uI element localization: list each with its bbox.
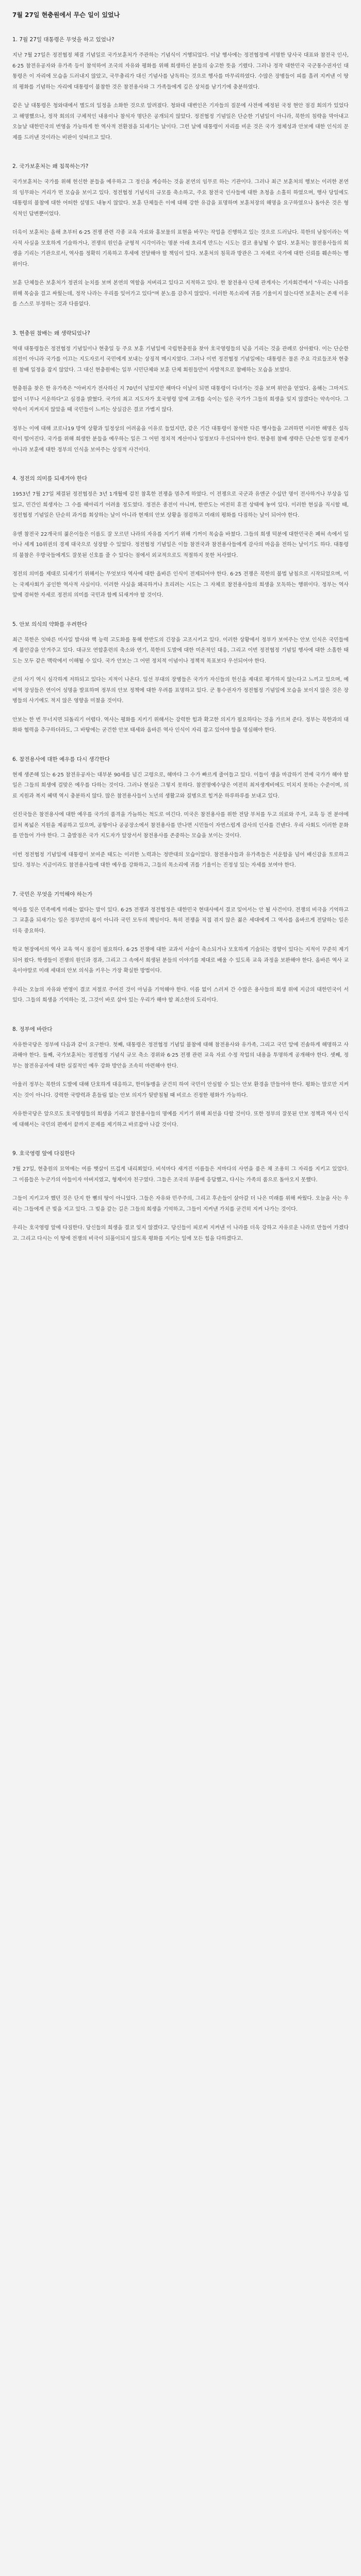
section-heading: 1. 7월 27일 대통령은 무엇을 하고 있었나? [12, 37, 114, 43]
section-heading: 7. 국민은 무엇을 기억해야 하는가 [12, 891, 93, 897]
section-spacer [12, 1014, 349, 1025]
document-section [12, 35, 349, 162]
body-paragraph: 자유한국당은 앞으로도 호국영령들의 희생을 기리고 참전용사들의 명예를 지키기 위해 최선을 다할 것이다. 또한 정부의 잘못된 안보 정책과 역사 인식에 대해서는 국민의 편에서 끝까지 문제를 제기하고 바로잡아 나갈 것이다. [12, 1111, 349, 1128]
section-heading: 6. 참전용사에 대한 예우를 다시 생각한다 [12, 756, 110, 762]
document-section [12, 329, 349, 474]
body-paragraph: 1953년 7월 27일 체결된 정전협정은 3년 1개월에 걸친 참혹한 전쟁을 멈추게 하였다. 이 전쟁으로 국군과 유엔군 수십만 명이 전사하거나 부상을 입었고, 민간인 희생자는 그 수를 헤아리기 어려울 정도였다. 정전은 종전이 아니며, 한반도는 여전히 휴전 상태에 놓여 있다. 이러한 현실을 직시할 때, 정전협정 기념일은 단순히 과거를 회상하는 날이 아니라 현재의 안보 상황을 점검하고 미래의 평화를 다짐하는 날이 되어야 한다. [12, 492, 349, 518]
body-paragraph: 지난 7월 27일은 정전협정 체결 기념일로 국가보훈처가 주관하는 기념식이 거행되었다. 이날 행사에는 정전협정에 서명한 당사국 대표와 참전국 인사, 6·25 참전유공자와 유가족 등이 참석하여 조국의 자유와 평화를 위해 희생하신 분들의 숭고한 뜻을 기렸다. 그러나 정작 대한민국 국군통수권자인 대통령은 이 자리에 모습을 드러내지 않았고, 국무총리가 대신 기념사를 낭독하는 것으로 행사를 마무리하였다. 수많은 장병들이 피를 흘려 지켜낸 이 땅의 평화를 기념하는 자리에 대통령이 불참한 것은 참전용사와 그 가족들에게 깊은 상처를 남기기에 충분하였다. [12, 53, 349, 90]
document-section [12, 1025, 349, 1149]
section-spacer [12, 1139, 349, 1149]
body-paragraph: 보훈 단체들은 보훈처가 정권의 눈치를 보며 본연의 역할을 저버리고 있다고 지적하고 있다. 한 참전용사 단체 관계자는 기자회견에서 "우리는 나라를 위해 목숨을 걸고 싸웠는데, 정작 나라는 우리를 잊어가고 있다"며 분노를 감추지 않았다. 이러한 목소리에 귀를 기울이지 않는다면 보훈처는 존재 이유를 스스로 부정하는 것과 다름없다. [12, 280, 349, 307]
document-section [12, 620, 349, 755]
body-paragraph: 현충원을 찾은 한 유가족은 "아버지가 전사하신 지 70년이 넘었지만 해마다 이날이 되면 대통령이 다녀가는 것을 보며 위안을 얻었다. 올해는 그마저도 없어 너무나 서운하다"고 심경을 밝혔다. 국가의 최고 지도자가 호국영령 앞에 고개를 숙이는 일은 국가가 그들의 희생을 잊지 않겠다는 약속이다. 그 약속이 지켜지지 않았을 때 국민들이 느끼는 상실감은 결코 가볍지 않다. [12, 386, 349, 413]
document-title: 7월 27일 현충원에서 무슨 일이 있었나 [12, 11, 120, 19]
body-paragraph: 더욱이 보훈처는 올해 초부터 6·25 전쟁 관련 각종 교육 자료와 홍보물의 표현을 바꾸는 작업을 진행하고 있는 것으로 드러났다. 북한의 남침이라는 역사적 사실을 모호하게 기술하거나, 전쟁의 원인을 균형적 시각이라는 명분 아래 흐리게 만드는 시도는 결코 용납될 수 없다. 보훈처는 참전용사들의 희생을 기리는 기관으로서, 역사를 정확히 기록하고 후세에 전달해야 할 책임이 있다. 보훈처의 침묵과 방관은 그 자체로 국가에 대한 신뢰를 훼손하는 행위이다. [12, 230, 349, 267]
body-paragraph: 아울러 정부는 북한의 도발에 대해 단호하게 대응하고, 한미동맹을 굳건히 하여 국민이 안심할 수 있는 안보 환경을 만들어야 한다. 평화는 말로만 지켜지는 것이 아니다. 강력한 국방력과 흔들림 없는 안보 의지가 뒷받침될 때 비로소 진정한 평화가 가능하다. [12, 1082, 349, 1098]
body-paragraph: 안보는 한 번 무너지면 되돌리기 어렵다. 역사는 평화를 지키기 위해서는 강력한 힘과 확고한 의지가 필요하다는 것을 가르쳐 준다. 정부는 북한과의 대화와 협력을 추구하더라도, 그 바탕에는 굳건한 안보 태세와 올바른 역사 인식이 자리 잡고 있어야 함을 명심해야 한다. [12, 717, 349, 733]
body-paragraph: 이번 정전협정 기념일에 대통령이 보여준 태도는 이러한 노력과는 정반대의 모습이었다. 참전용사들과 유가족들은 서운함을 넘어 배신감을 토로하고 있다. 정부는 지금이라도 참전용사들에 대한 예우를 강화하고, 그들의 목소리에 귀를 기울이는 진정성 있는 자세를 보여야 한다. [12, 852, 349, 868]
document-section [12, 162, 349, 329]
body-paragraph: 국가보훈처는 국가를 위해 헌신한 분들을 예우하고 그 정신을 계승하는 것을 본연의 임무로 하는 기관이다. 그러나 최근 보훈처의 행보는 이러한 본연의 임무와는 거리가 먼 모습을 보이고 있다. 정전협정 기념식의 규모를 축소하고, 주요 참전국 인사들에 대한 초청을 소홀히 하였으며, 행사 당일에도 대통령의 불참에 대한 어떠한 설명도 내놓지 않았다. 보훈 단체들은 이에 대해 강한 유감을 표명하며 보훈처장의 해명을 요구하였으나 돌아온 것은 형식적인 답변뿐이었다. [12, 179, 349, 217]
body-paragraph: 역사를 잊은 민족에게 미래는 없다는 말이 있다. 6·25 전쟁과 정전협정은 대한민국 현대사에서 결코 잊어서는 안 될 사건이다. 전쟁의 비극을 기억하고 그 교훈을 되새기는 일은 정부만의 몫이 아니라 국민 모두의 책임이다. 특히 전쟁을 직접 겪지 않은 젊은 세대에게 그 역사를 올바르게 전달하는 일은 더욱 중요하다. [12, 907, 349, 934]
section-heading: 8. 정부에 바란다 [12, 1026, 53, 1032]
body-paragraph: 그들이 지키고자 했던 것은 단지 한 뼘의 땅이 아니었다. 그들은 자유와 민주주의, 그리고 후손들이 살아갈 더 나은 미래를 위해 싸웠다. 오늘을 사는 우리는 그들에게 큰 빚을 지고 있다. 그 빚을 갚는 길은 그들의 희생을 기억하고, 그들이 지켜낸 가치를 굳건히 지켜 나가는 것이다. [12, 1196, 349, 1212]
body-paragraph: 자유한국당은 정부에 다음과 같이 요구한다. 첫째, 대통령은 정전협정 기념일 불참에 대해 참전용사와 유가족, 그리고 국민 앞에 진솔하게 해명하고 사과해야 한다. 둘째, 국가보훈처는 정전협정 기념식 규모 축소 경위와 6·25 전쟁 관련 교육 자료 수정 작업의 내용을 투명하게 공개해야 한다. 셋째, 정부는 참전유공자에 대한 실질적인 예우 강화 방안을 조속히 마련해야 한다. [12, 1042, 349, 1069]
body-paragraph: 현재 생존해 있는 6·25 참전유공자는 대부분 90세를 넘긴 고령으로, 해마다 그 수가 빠르게 줄어들고 있다. 이들이 생을 마감하기 전에 국가가 해야 할 일은 그들의 희생에 걸맞은 예우를 다하는 것이다. 그러나 현실은 그렇지 못하다. 참전명예수당은 여전히 최저생계비에도 미치지 못하는 수준이며, 의료 지원과 복지 혜택 역시 충분하지 않다. 많은 참전용사들이 노년의 생활고와 질병으로 힘겨운 하루하루를 보내고 있다. [12, 772, 349, 799]
body-paragraph: 같은 날 대통령은 청와대에서 별도의 일정을 소화한 것으로 알려졌다. 청와대 대변인은 기자들의 질문에 사전에 예정된 국정 현안 점검 회의가 있었다고 해명했으나, 정작 회의의 구체적인 내용이나 참석자 명단은 공개되지 않았다. 정전협정 기념일은 단순한 기념일이 아니라, 북한의 침략을 막아내고 오늘날 대한민국의 번영을 가능하게 한 역사적 전환점을 되새기는 날이다. 그런 날에 대통령이 자리를 비운 것은 국가 정체성과 안보에 대한 인식의 문제를 드러낸 것이라는 비판이 잇따르고 있다. [12, 103, 349, 141]
document-body [12, 35, 349, 1263]
body-paragraph: 군의 사기 역시 심각하게 저하되고 있다는 지적이 나온다. 일선 부대의 장병들은 국가가 자신들의 헌신을 제대로 평가하지 않는다고 느끼고 있으며, 예비역 장성들은 연이어 성명을 발표하며 정부의 안보 정책에 대한 우려를 표명하고 있다. 군 통수권자가 정전협정 기념일에 모습을 보이지 않은 것은 장병들의 사기에도 적지 않은 영향을 미쳤을 것이다. [12, 677, 349, 704]
body-paragraph: 정전의 의미를 제대로 되새기기 위해서는 무엇보다 역사에 대한 올바른 인식이 전제되어야 한다. 6·25 전쟁은 북한의 불법 남침으로 시작되었으며, 이는 국제사회가 공인한 역사적 사실이다. 이러한 사실을 왜곡하거나 흐리려는 시도는 그 자체로 참전용사들의 희생을 모독하는 행위이다. 정부는 역사 앞에 겸허한 자세로 정전의 의미를 국민과 함께 되새겨야 할 것이다. [12, 571, 349, 598]
section-spacer [12, 151, 349, 162]
section-spacer [12, 464, 349, 474]
body-paragraph: 정부는 이에 대해 코로나19 방역 상황과 일정상의 어려움을 이유로 들었지만, 같은 기간 대통령이 참석한 다른 행사들을 고려하면 이러한 해명은 설득력이 떨어진다. 국가를 위해 희생한 분들을 예우하는 일은 그 어떤 정치적 계산이나 일정보다 우선되어야 한다. 현충원 참배 생략은 단순한 일정 문제가 아니라 보훈에 대한 정부의 인식을 보여주는 상징적 사건이다. [12, 426, 349, 453]
body-paragraph: 역대 대통령들은 정전협정 기념일이나 현충일 등 주요 보훈 기념일에 국립현충원을 찾아 호국영령들의 넋을 기리는 것을 관례로 삼아왔다. 이는 단순한 의전이 아니라 국가를 이끄는 지도자로서 국민에게 보내는 상징적 메시지였다. 그러나 이번 정전협정 기념일에는 대통령은 물론 주요 각료들조차 현충원 참배 일정을 잡지 않았다. 그 대신 현충원에는 일부 시민단체와 보훈 단체 회원들만이 자발적으로 참배하는 모습을 보였다. [12, 346, 349, 373]
section-spacer [12, 1252, 349, 1263]
body-paragraph: 7월 27일, 현충원의 묘역에는 여름 햇살이 뜨겁게 내리쬐었다. 비석마다 새겨진 이름들은 저마다의 사연을 품은 채 조용히 그 자리를 지키고 있었다. 그 이름들은 누군가의 아들이자 아버지였고, 형제이자 친구였다. 그들은 조국의 부름에 응답했고, 다시는 가족의 품으로 돌아오지 못했다. [12, 1166, 349, 1183]
section-heading: 3. 현충원 참배는 왜 생략되었나? [12, 330, 90, 336]
body-paragraph: 학교 현장에서의 역사 교육 역시 점검이 필요하다. 6·25 전쟁에 대한 교과서 서술이 축소되거나 모호하게 기술되는 경향이 있다는 지적이 꾸준히 제기되어 왔다. 학생들이 전쟁의 원인과 경과, 그리고 그 속에서 희생된 분들의 이야기를 제대로 배울 수 있도록 교육 과정을 보완해야 한다. 올바른 역사 교육이야말로 미래 세대의 안보 의식을 키우는 가장 확실한 방법이다. [12, 947, 349, 974]
document-section [12, 1149, 349, 1263]
body-paragraph: 유엔 참전국 22개국의 젊은이들은 이름도 잘 모르던 나라의 자유를 지키기 위해 기꺼이 목숨을 바쳤다. 그들의 희생 덕분에 대한민국은 폐허 속에서 일어나 세계 10위권의 경제 대국으로 성장할 수 있었다. 정전협정 기념일은 이들 참전국과 참전용사들에게 감사의 마음을 전하는 날이기도 하다. 대통령의 불참은 우방국들에게도 잘못된 신호를 줄 수 있다는 점에서 외교적으로도 적절하지 못한 처사였다. [12, 531, 349, 558]
section-spacer [12, 879, 349, 890]
body-paragraph: 최근 북한은 잇따른 미사일 발사와 핵 능력 고도화를 통해 한반도의 긴장을 고조시키고 있다. 이러한 상황에서 정부가 보여주는 안보 인식은 국민들에게 불안감을 안겨주고 있다. 대규모 연합훈련의 축소와 연기, 북한의 도발에 대한 미온적인 대응, 그리고 이번 정전협정 기념일 행사에 대한 소홀한 태도는 모두 같은 맥락에서 이해될 수 있다. 국가 안보는 그 어떤 정치적 이념이나 정책적 목표보다 우선되어야 한다. [12, 637, 349, 664]
document-section [12, 890, 349, 1025]
body-paragraph: 우리는 호국영령 앞에 다짐한다. 당신들의 희생을 결코 잊지 않겠다고. 당신들이 피로써 지켜낸 이 나라를 더욱 강하고 자유로운 나라로 만들어 가겠다고. 그리고 다시는 이 땅에 전쟁의 비극이 되풀이되지 않도록 평화를 지키는 일에 모든 힘을 다하겠다고. [12, 1225, 349, 1242]
document-section [12, 474, 349, 620]
section-heading: 4. 정전의 의미를 되새겨야 한다 [12, 476, 88, 482]
body-paragraph: 우리는 오늘의 자유와 번영이 결코 저절로 주어진 것이 아님을 기억해야 한다. 이름 없이 스러져 간 수많은 용사들의 희생 위에 지금의 대한민국이 서 있다. 그들의 희생을 기억하는 것, 그것이 바로 살아 있는 우리가 해야 할 최소한의 도리이다. [12, 987, 349, 1003]
section-spacer [12, 609, 349, 620]
body-paragraph: 선진국들은 참전용사에 대한 예우를 국가의 품격을 가늠하는 척도로 여긴다. 미국은 참전용사를 위한 전담 부처를 두고 의료와 주거, 교육 등 전 분야에 걸쳐 폭넓은 지원을 제공하고 있으며, 공항이나 공공장소에서 참전용사를 만나면 시민들이 자연스럽게 감사의 인사를 건넨다. 우리 사회도 이러한 문화를 만들어 가야 한다. 그 출발점은 국가 지도자가 앞장서서 참전용사를 존중하는 모습을 보이는 것이다. [12, 812, 349, 839]
section-spacer [12, 744, 349, 755]
document-section [12, 755, 349, 890]
section-heading: 9. 호국영령 앞에 다짐한다 [12, 1150, 75, 1157]
section-heading: 2. 국가보훈처는 왜 침묵하는가? [12, 163, 89, 170]
section-heading: 5. 안보 의식의 약화를 우려한다 [12, 621, 88, 628]
section-spacer [12, 318, 349, 329]
